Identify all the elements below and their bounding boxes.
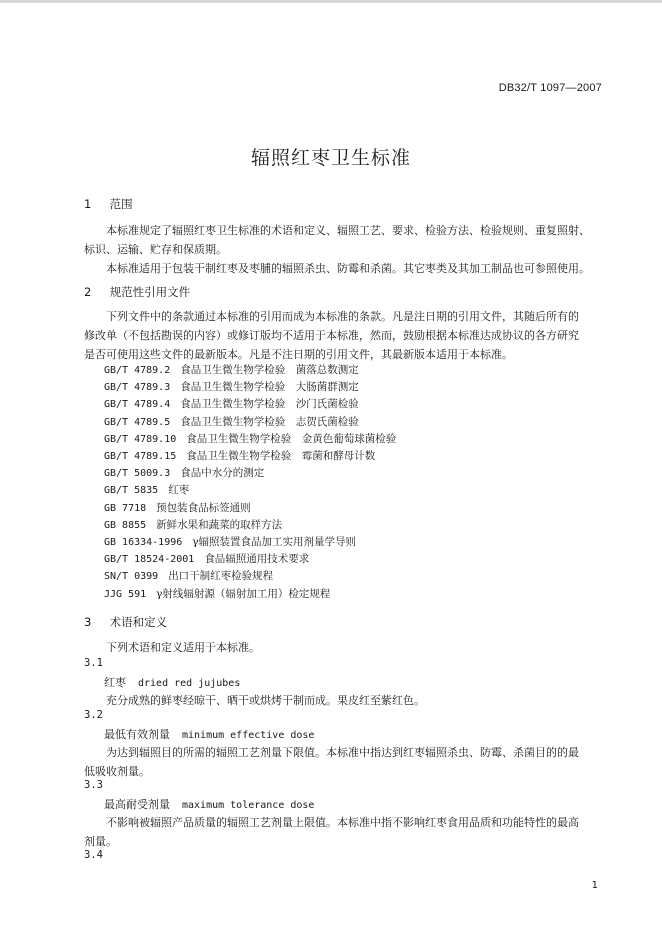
term-number: 3.1 [84, 657, 103, 669]
text-line: 是否可使用这些文件的最新版本。凡是不注日期的引用文件，其最新版本适用于本标准。 [84, 348, 513, 361]
reference-item [104, 586, 330, 601]
reference-code: GB/T 4789.4 [104, 399, 171, 411]
section-2-intro-line-2 [84, 326, 604, 345]
section-1-paragraph-1-cont [84, 240, 604, 259]
section-title: 范围 [109, 197, 133, 211]
reference-item [104, 396, 359, 411]
reference-code: SN/T 0399 [104, 571, 159, 583]
section-2-heading [84, 284, 190, 300]
reference-item [104, 482, 189, 497]
section-3-intro [84, 638, 604, 657]
reference-item [104, 534, 356, 549]
term-english: maximum tolerance dose [182, 800, 315, 811]
reference-title: 食品卫生微生物学检验 金黄色葡萄球菌检验 [186, 432, 397, 445]
reference-code: GB/T 18524-2001 [104, 554, 195, 566]
term-definition: 不影响被辐照产品质量的辐照工艺剂量上限值。本标准中指不影响红枣食用品质和功能特性的最高 [106, 816, 579, 829]
reference-code: GB/T 5835 [104, 485, 159, 497]
section-title: 规范性引用文件 [109, 285, 191, 299]
term-name [104, 796, 314, 812]
section-number: 3 [84, 615, 92, 629]
reference-title: 红枣 [168, 484, 190, 497]
reference-title: 新鲜水果和蔬菜的取样方法 [156, 518, 283, 531]
reference-code: GB 16334-1996 [104, 537, 183, 548]
reference-code: GB 7718 [104, 502, 147, 514]
term-name [104, 726, 314, 742]
top-border [0, 0, 662, 3]
reference-code: GB/T 5009.3 [104, 468, 171, 480]
section-number: 2 [84, 285, 92, 299]
reference-code: JJG 591 [104, 588, 147, 600]
reference-code: GB/T 4789.3 [104, 382, 171, 394]
text-line: 本标准适用于包装干制红枣及枣脯的辐照杀虫、防霉和杀菌。其它枣类及其加工制品也可参照使用。 [106, 262, 590, 275]
reference-item [104, 465, 264, 480]
term-definition-cont: 低吸收剂量。 [84, 765, 150, 778]
term-chinese: 最低有效剂量 [104, 728, 170, 741]
section-1-paragraph-1 [84, 221, 604, 240]
page-title: 辐照红枣卫生标准 [250, 147, 411, 169]
reference-code: GB/T 4789.15 [104, 451, 177, 462]
reference-item [104, 568, 273, 583]
reference-title: 食品卫生微生物学检验 大肠菌群测定 [180, 381, 359, 394]
page-number: 1 [591, 880, 598, 891]
term-number: 3.4 [84, 849, 103, 861]
term-english: minimum effective dose [182, 730, 315, 741]
text-line: 下列文件中的条款通过本标准的引用而成为本标准的条款。凡是注日期的引用文件，其随后所有的 [106, 310, 579, 323]
reference-item [104, 500, 251, 515]
reference-title: γ射线辐射源（辐射加工用）检定规程 [156, 587, 331, 600]
reference-title: 预包装食品标签通则 [156, 501, 251, 514]
reference-title: γ辐照装置食品加工实用剂量学导则 [192, 536, 357, 548]
reference-code: GB/T 4789.10 [104, 433, 177, 445]
section-3-heading [84, 614, 167, 630]
text-line: 修改单（不包括勘误的内容）或修订版均不适用于本标准，然而，鼓励根据本标准达成协议的各方研究 [84, 329, 579, 342]
reference-item [104, 551, 309, 566]
section-title: 术语和定义 [109, 615, 168, 629]
reference-title: 食品卫生微生物学检验 菌落总数测定 [180, 364, 359, 376]
reference-title: 食品辐照通用技术要求 [204, 553, 310, 566]
reference-title: 食品卫生微生物学检验 志贺氏菌检验 [180, 415, 359, 428]
term-number: 3.3 [84, 779, 103, 791]
text-line: 下列术语和定义适用于本标准。 [106, 641, 260, 654]
section-1-paragraph-2 [84, 259, 604, 278]
reference-title: 出口干制红枣检验规程 [168, 570, 274, 583]
reference-title: 食品中水分的测定 [180, 467, 265, 480]
reference-item [104, 517, 282, 532]
reference-code: GB/T 4789.5 [104, 416, 171, 428]
reference-item [104, 379, 359, 394]
term-name [104, 674, 240, 690]
reference-code: GB 8855 [104, 519, 147, 531]
reference-item [104, 362, 359, 377]
term-definition: 为达到辐照目的所需的辐照工艺剂量下限值。本标准中指达到红枣辐照杀虫、防霉、杀菌目的的最 [106, 746, 579, 759]
term-english: dried red jujubes [138, 678, 241, 689]
term-definition-cont: 剂量。 [84, 835, 117, 848]
reference-title: 食品卫生微生物学检验 霉菌和酵母计数 [186, 450, 376, 462]
section-number: 1 [84, 197, 92, 211]
term-chinese: 最高耐受剂量 [104, 798, 170, 811]
term-chinese: 红枣 [104, 676, 126, 689]
standard-code: DB32/T 1097—2007 [498, 82, 602, 94]
term-definition: 充分成熟的鲜枣经晾干、晒干或烘烤干制而成。果皮红至紫红色。 [106, 694, 425, 707]
reference-item [104, 431, 396, 446]
text-line: 本标准规定了辐照红枣卫生标准的术语和定义、辐照工艺、要求、检验方法、检验规则、重复照射、 [106, 224, 590, 237]
reference-item [104, 448, 375, 463]
text-line: 标识、运输、贮存和保质期。 [84, 243, 227, 256]
section-1-heading [84, 196, 133, 212]
term-number: 3.2 [84, 709, 103, 721]
reference-item [104, 414, 359, 429]
section-2-intro-line-1 [84, 307, 604, 326]
reference-title: 食品卫生微生物学检验 沙门氏菌检验 [180, 398, 359, 411]
reference-code: GB/T 4789.2 [104, 365, 171, 376]
